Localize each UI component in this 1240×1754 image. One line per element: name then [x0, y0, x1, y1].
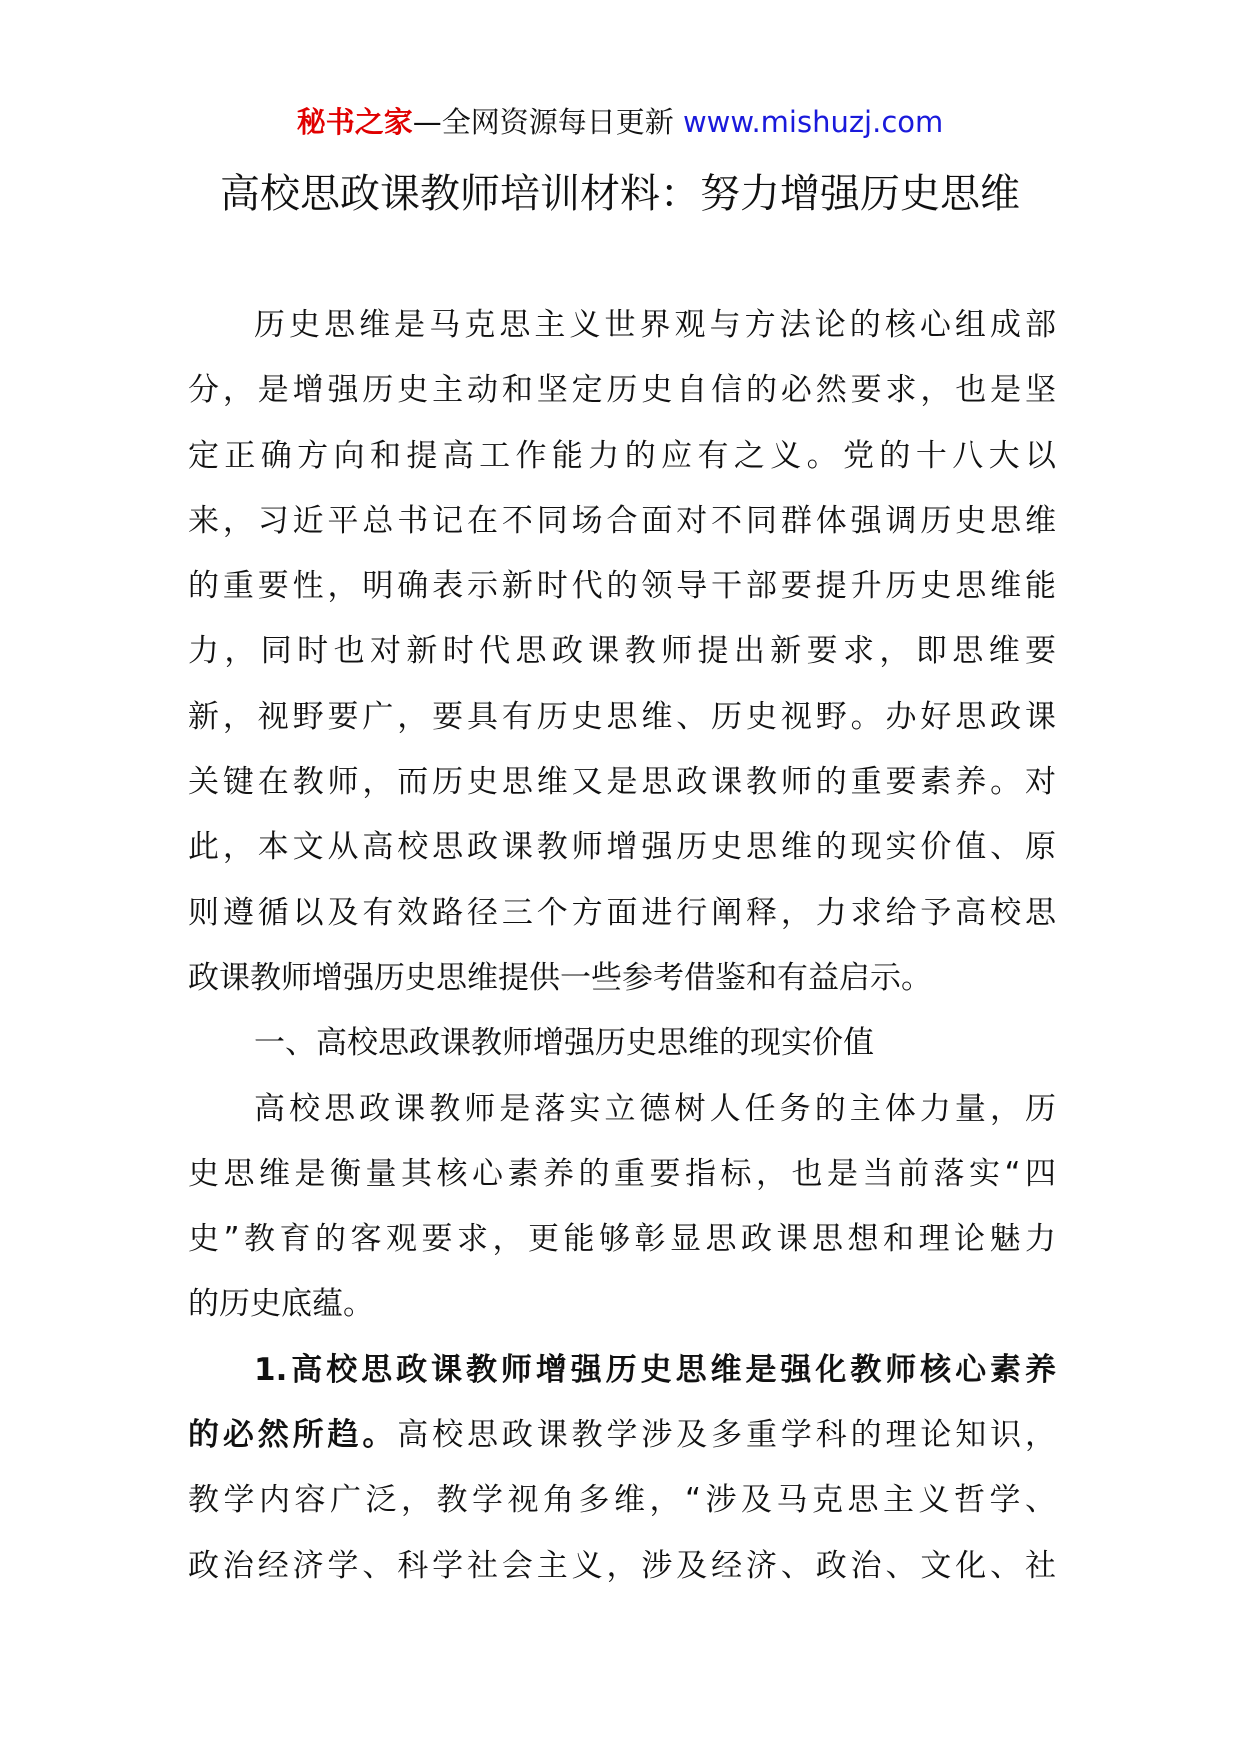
- body-line: 历史思维是马克思主义世界观与方法论的核心组成部: [254, 307, 1056, 343]
- bold-heading-part-1: 1.高校思政课教师增强历史思维是强化教师核心素养: [254, 1351, 1056, 1388]
- document-title: 高校思政课教师培训材料：努力增强历史思维: [220, 171, 1020, 217]
- body-line: 此，本文从高校思政课教师增强历史思维的现实价值、原: [188, 829, 1056, 866]
- body-lines: [188, 293, 1056, 1338]
- document-body: [188, 293, 1056, 1599]
- bold-paragraph-line-2: [188, 1403, 1056, 1468]
- paragraph-line-3: 教学内容广泛，教学视角多维，“涉及马克思主义哲学、: [188, 1482, 1056, 1519]
- body-line: 史思维是衡量其核心素养的重要指标，也是当前落实“四: [188, 1155, 1056, 1192]
- site-url-link[interactable]: www.mishuzj.com: [682, 105, 944, 139]
- body-line: 来，习近平总书记在不同场合面对不同群体强调历史思维: [188, 502, 1056, 539]
- body-line: 定正确方向和提高工作能力的应有之义。党的十八大以: [188, 437, 1056, 474]
- body-line: 的重要性，明确表示新时代的领导干部要提升历史思维能: [188, 568, 1056, 605]
- bold-heading-part-2: 的必然所趋。: [188, 1417, 398, 1454]
- body-line: 力，同时也对新时代思政课教师提出新要求，即思维要: [188, 633, 1056, 670]
- body-line: 史”教育的客观要求，更能够彰显思政课思想和理论魅力: [188, 1221, 1056, 1258]
- paragraph-text: 高校思政课教学涉及多重学科的理论知识，: [397, 1417, 1056, 1454]
- site-tagline: —全网资源每日更新: [412, 105, 683, 139]
- paragraph-line-4: 政治经济学、科学社会主义，涉及经济、政治、文化、社: [188, 1547, 1056, 1584]
- body-line: 关键在教师，而历史思维又是思政课教师的重要素养。对: [188, 764, 1056, 801]
- body-line: 一、高校思政课教师增强历史思维的现实价值: [254, 1025, 874, 1062]
- site-header: [0, 100, 1240, 144]
- body-line: 则遵循以及有效路径三个方面进行阐释，力求给予高校思: [188, 894, 1056, 931]
- bold-paragraph-line-1: [188, 1338, 1056, 1403]
- body-line: 的历史底蕴。: [188, 1286, 374, 1323]
- site-brand: 秘书之家: [296, 105, 413, 139]
- body-line: 高校思政课教师是落实立德树人任务的主体力量，历: [254, 1090, 1056, 1127]
- body-line: 分，是增强历史主动和坚定历史自信的必然要求，也是坚: [188, 372, 1056, 409]
- body-line: 新，视野要广，要具有历史思维、历史视野。办好思政课: [188, 698, 1056, 735]
- body-line: 政课教师增强历史思维提供一些参考借鉴和有益启示。: [188, 959, 932, 996]
